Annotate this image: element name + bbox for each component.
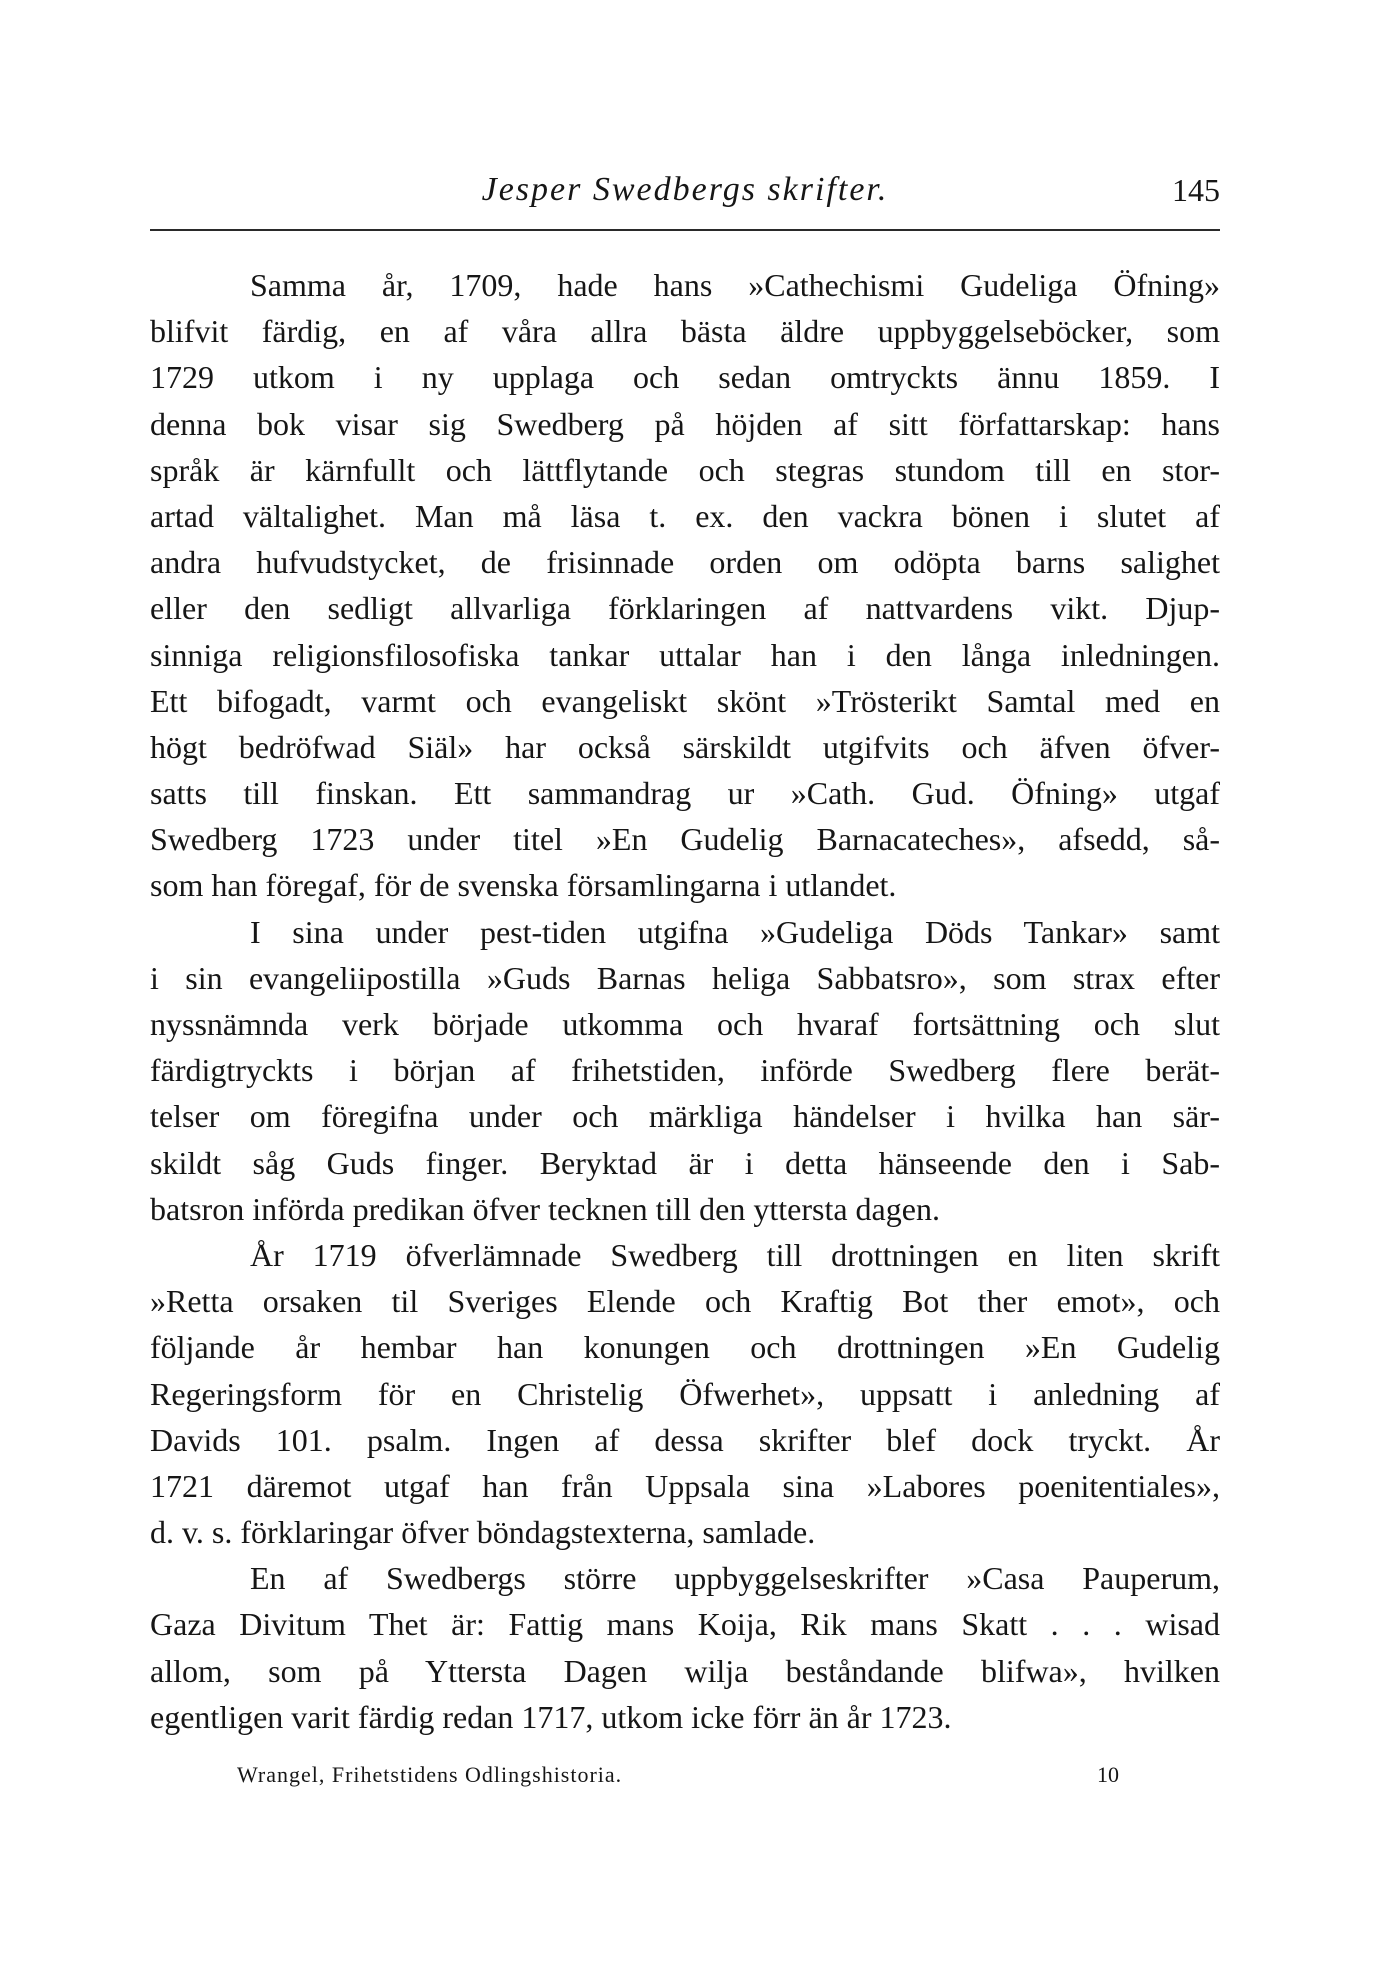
printer-signature: Wrangel, Frihetstidens Odlingshistoria. — [237, 1762, 623, 1787]
text-line: satts till finskan. Ett sammandrag ur »Cath. Gud. Öfning» utgaf — [150, 775, 1220, 812]
text-line: I sina under pest-tiden utgifna »Gudeliga Döds Tankar» samt — [250, 913, 1220, 950]
text-line: 1721 däremot utgaf han från Uppsala sina »Labores poenitentiales», — [150, 1467, 1220, 1504]
text-line: allom, som på Yttersta Dagen wilja beståndande blifwa», hvilken — [150, 1652, 1220, 1689]
text-line: 1729 utkom i ny upplaga och sedan omtryckts ännu 1859. I — [150, 359, 1220, 396]
text-line: som han föregaf, för de svenska församlingarna i utlandet. — [150, 867, 897, 904]
text-line: högt bedröfwad Siäl» har också särskildt utgifvits och äfven öfver- — [150, 728, 1220, 765]
paragraph — [150, 909, 1220, 1232]
text-line: andra hufvudstycket, de frisinnade orden om odöpta barns salighet — [150, 544, 1220, 581]
body-text — [150, 262, 1220, 1740]
text-line: »Retta orsaken til Sveriges Elende och Kraftig Bot ther emot», och — [150, 1283, 1220, 1320]
text-line: Ett bifogadt, varmt och evangeliskt skönt »Trösterikt Samtal med en — [150, 682, 1220, 719]
page-footer — [237, 1755, 1137, 1795]
text-line: Davids 101. psalm. Ingen af dessa skrifter blef dock tryckt. År — [150, 1421, 1220, 1458]
text-line: batsron införda predikan öfver tecknen till den yttersta dagen. — [150, 1190, 940, 1227]
text-line: En af Swedbergs större uppbyggelseskrifter »Casa Pauperum, — [250, 1560, 1220, 1597]
text-line: denna bok visar sig Swedberg på höjden af sitt författarskap: hans — [150, 405, 1220, 442]
text-line: språk är kärnfullt och lättflytande och stegras stundom till en stor- — [150, 451, 1220, 488]
text-line: eller den sedligt allvarliga förklaringen af nattvardens vikt. Djup- — [150, 590, 1220, 627]
text-line: Regeringsform för en Christelig Öfwerhet», uppsatt i anledning af — [150, 1375, 1220, 1412]
paragraph — [150, 1232, 1220, 1555]
paragraph — [150, 1555, 1220, 1740]
text-line: i sin evangeliipostilla »Guds Barnas heliga Sabbatsro», som strax efter — [150, 959, 1220, 996]
running-title: Jesper Swedbergs skrifter. — [481, 171, 889, 208]
text-line: blifvit färdig, en af våra allra bästa äldre uppbyggelseböcker, som — [150, 313, 1220, 350]
paragraph — [150, 262, 1220, 909]
page-header — [150, 165, 1220, 215]
text-line: nyssnämnda verk började utkomma och hvaraf fortsättning och slut — [150, 1006, 1220, 1042]
text-line: artad vältalighet. Man må läsa t. ex. den vackra bönen i slutet af — [150, 497, 1220, 534]
text-line: d. v. s. förklaringar öfver böndagstexterna, samlade. — [150, 1514, 816, 1551]
text-line: År 1719 öfverlämnade Swedberg till drottningen en liten skrift — [250, 1236, 1220, 1273]
sheet-number: 10 — [1097, 1762, 1119, 1787]
page-number: 145 — [1172, 172, 1220, 208]
text-line: Gaza Divitum Thet är: Fattig mans Koija, Rik mans Skatt . . . wisad — [150, 1606, 1220, 1643]
text-line: Samma år, 1709, hade hans »Cathechismi Gudeliga Öfning» — [250, 267, 1220, 303]
text-line: egentligen varit färdig redan 1717, utkom icke förr än år 1723. — [150, 1698, 952, 1735]
text-line: Swedberg 1723 under titel »En Gudelig Barnacateches», afsedd, så- — [150, 821, 1220, 858]
text-line: sinniga religionsfilosofiska tankar uttalar han i den långa inledningen. — [150, 636, 1220, 673]
text-line: följande år hembar han konungen och drottningen »En Gudelig — [150, 1329, 1220, 1366]
text-line: telser om föregifna under och märkliga händelser i hvilka han sär- — [150, 1098, 1220, 1135]
text-line: skildt såg Guds finger. Beryktad är i detta hänseende den i Sab- — [150, 1144, 1220, 1181]
text-line: färdigtryckts i början af frihetstiden, införde Swedberg flere berät- — [150, 1052, 1220, 1089]
header-rule — [150, 229, 1220, 231]
